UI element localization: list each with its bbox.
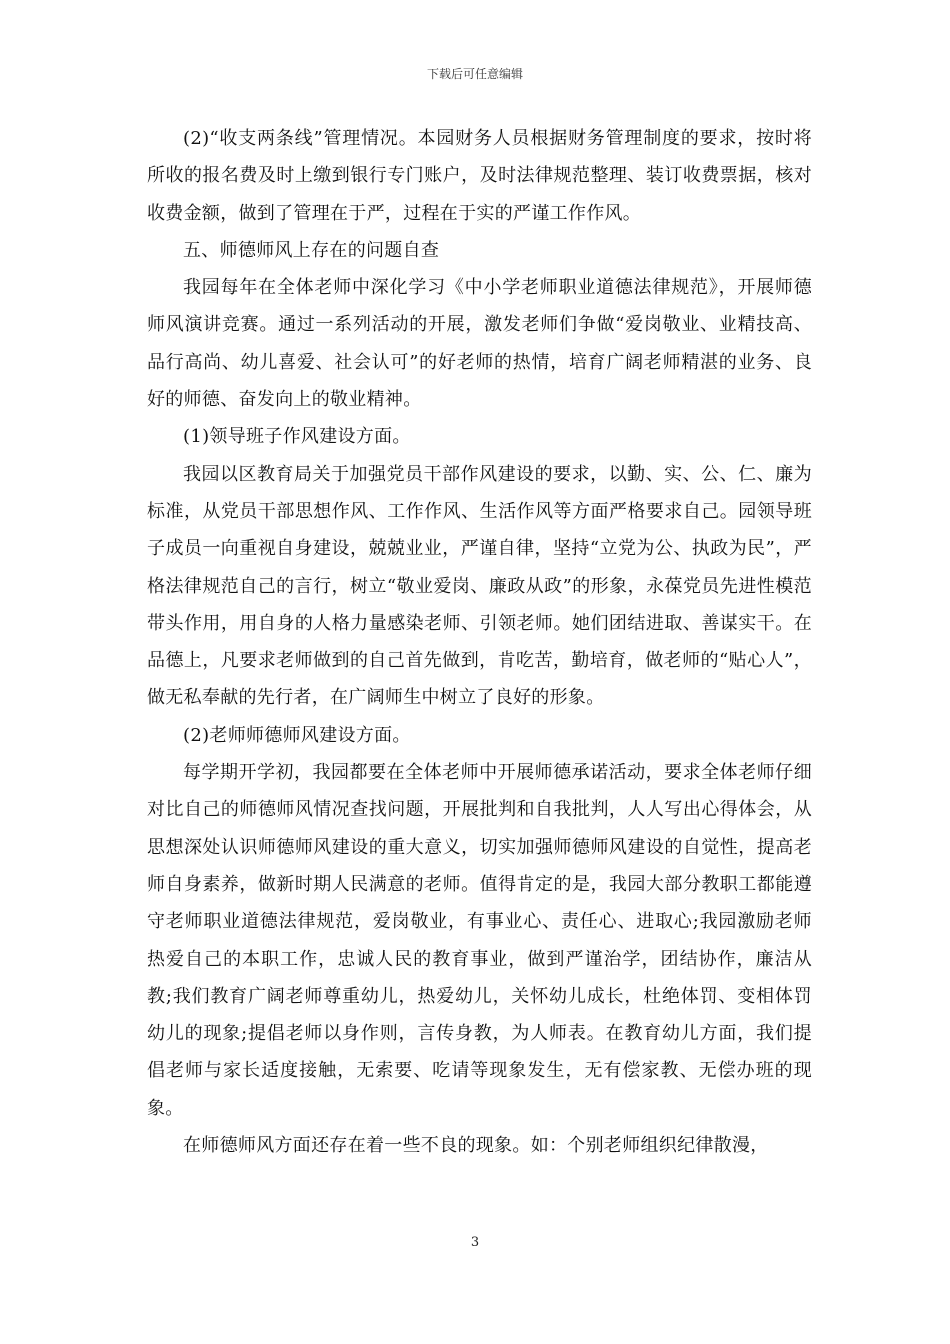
section-heading-teacher-ethics: 五、师德师风上存在的问题自查 [183, 239, 440, 261]
page-header: 下载后可任意编辑 [426, 67, 523, 81]
paragraph-leadership: 我园以区教育局关于加强党员干部作风建设的要求，以勤、实、公、仁、廉为标准，从党员干部思想作风、工作作风、生活作风等方面严格要求自己。园领导班子成员一向重视自身建设，兢兢业业，严谨自律，坚持“立党为公、执政为民”，严格法律规范自己的言行，树立“敬业爱岗、廉政从政”的形象，永葆党员先进性模范带头作用，用自身的人格力量感染老师、引领老师。她们团结进取、善谋实干。在品德上，凡要求老师做到的自己首先做到，肯吃苦，勤培育，做老师的“贴心人”，做无私奉献的先行者，在广阔师生中树立了良好的形象。 [147, 463, 812, 709]
paragraph-ethics-study: 我园每年在全体老师中深化学习《中小学老师职业道德法律规范》，开展师德师风演讲竞赛。通过一系列活动的开展，激发老师们争做“爱岗敬业、业精技高、品行高尚、幼儿喜爱、社会认可”的好老师的热情，培育广阔老师精湛的业务、良好的师德、奋发向上的敬业精神。 [147, 277, 812, 411]
paragraph-finance-management: (2)“收支两条线”管理情况。本园财务人员根据财务管理制度的要求，按时将所收的报名费及时上缴到银行专门账户，及时法律规范整理、装订收费票据，核对收费金额，做到了管理在于严，过程在于实的严谨工作作风。 [147, 128, 812, 224]
page-number: 3 [470, 1235, 480, 1250]
subheading-teacher-ethics: (2)老师师德师风建设方面。 [183, 724, 411, 746]
document-body [147, 120, 812, 1164]
subheading-leadership: (1)领导班子作风建设方面。 [183, 426, 411, 448]
paragraph-teacher-ethics: 每学期开学初，我园都要在全体老师中开展师德承诺活动，要求全体老师仔细对比自己的师德师风情况查找问题，开展批判和自我批判，人人写出心得体会，从思想深处认识师德师风建设的重大意义，切实加强师德师风建设的自觉性，提高老师自身素养，做新时期人民满意的老师。值得肯定的是，我园大部分教职工都能遵守老师职业道德法律规范，爱岗敬业，有事业心、责任心、进取心;我园激励老师热爱自己的本职工作，忠诚人民的教育事业，做到严谨治学，团结协作，廉洁从教;我们教育广阔老师尊重幼儿，热爱幼儿，关怀幼儿成长，杜绝体罚、变相体罚幼儿的现象;提倡老师以身作则，言传身教，为人师表。在教育幼儿方面，我们提倡老师与家长适度接触，无索要、吃请等现象发生，无有偿家教、无偿办班的现象。 [147, 762, 812, 1119]
paragraph-problems: 在师德师风方面还存在着一些不良的现象。如：个别老师组织纪律散漫， [183, 1135, 769, 1157]
